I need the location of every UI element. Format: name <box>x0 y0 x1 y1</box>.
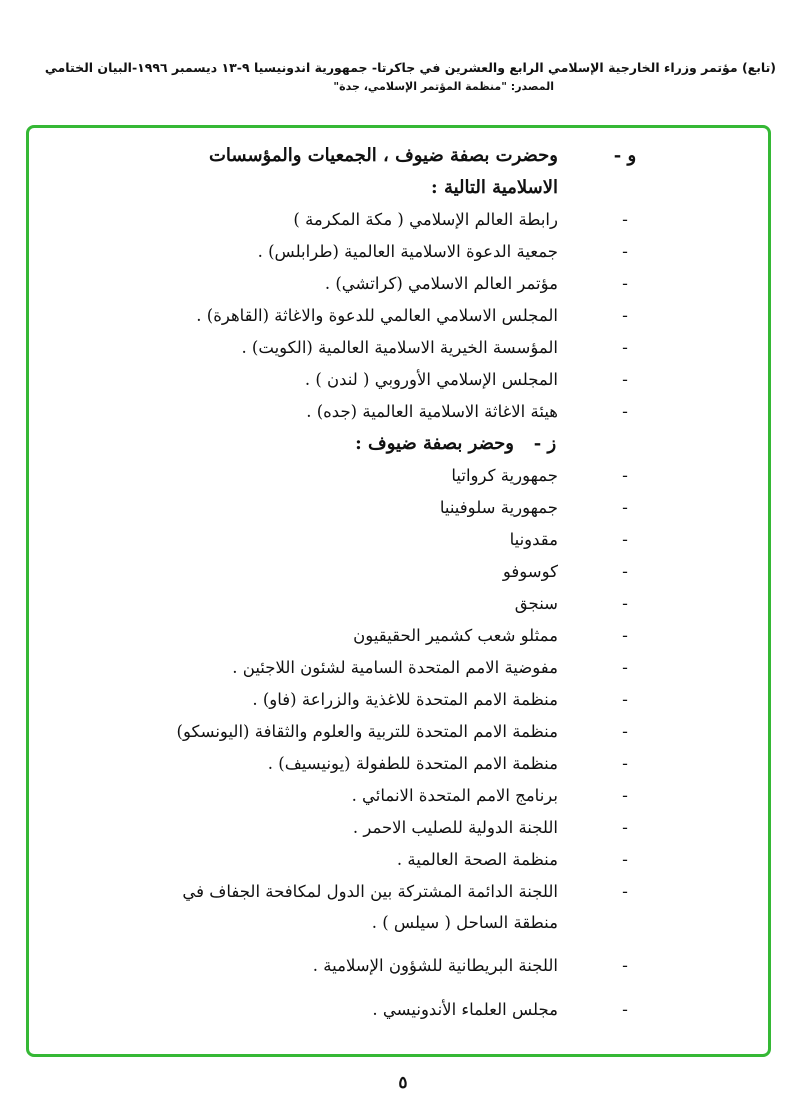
dash-marker: - <box>622 498 628 518</box>
dash-marker: - <box>622 626 628 646</box>
list-item <box>150 812 640 844</box>
list-item <box>150 876 640 938</box>
dash-marker: - <box>622 786 628 806</box>
list-item-text: جمهورية كرواتيا <box>451 466 558 485</box>
dash-marker: - <box>622 956 628 976</box>
list-item <box>150 492 640 524</box>
dash-marker: - <box>622 722 628 742</box>
list-item-text: سنجق <box>514 594 558 613</box>
list-item <box>150 994 640 1026</box>
list-item <box>150 524 640 556</box>
list-item <box>150 396 640 428</box>
list-item <box>150 332 640 364</box>
section-w-heading-line1: وحضرت بصفة ضيوف ، الجمعيات والمؤسسات <box>208 145 558 166</box>
dash-marker: - <box>622 562 628 582</box>
dash-marker: - <box>622 530 628 550</box>
list-item <box>150 268 640 300</box>
list-item-text: هيئة الاغاثة الاسلامية العالمية (جده) . <box>306 402 558 421</box>
list-item-text: منظمة الامم المتحدة للتربية والعلوم والثقافة (اليونسكو) <box>176 722 558 741</box>
list-item-text: مقدونيا <box>509 530 558 549</box>
list-item-text: جمهورية سلوفينيا <box>439 498 558 517</box>
list-item <box>150 950 640 982</box>
list-item <box>150 620 640 652</box>
dash-marker: - <box>622 594 628 614</box>
section-z-heading <box>150 428 640 460</box>
list-item <box>150 236 640 268</box>
page-number: ٥ <box>398 1073 408 1093</box>
list-item-text: اللجنة الدائمة المشتركة بين الدول لمكافحة الجفاف في منطقة الساحل ( سيلس ) . <box>182 882 558 932</box>
dash-marker: - <box>622 658 628 678</box>
list-item-text: منظمة الصحة العالمية . <box>396 850 558 869</box>
list-item <box>150 204 640 236</box>
dash-marker: - <box>622 370 628 390</box>
dash-marker: - <box>622 338 628 358</box>
section-w-heading-cont <box>150 172 640 204</box>
list-item-text: المجلس الاسلامي العالمي للدعوة والاغاثة (القاهرة) . <box>196 306 558 325</box>
dash-marker: - <box>622 466 628 486</box>
list-item-text: المجلس الإسلامي الأوروبي ( لندن ) . <box>304 370 558 389</box>
dash-marker: - <box>622 850 628 870</box>
list-item-text: مؤتمر العالم الاسلامي (كراتشي) . <box>324 274 558 293</box>
dash-marker: - <box>622 1000 628 1020</box>
dash-marker: - <box>622 402 628 422</box>
list-item <box>150 716 640 748</box>
section-w-marker: و - <box>613 145 637 166</box>
document-title: (تابع) مؤتمر وزراء الخارجية الإسلامي الرابع والعشرين في جاكرتا- جمهورية اندونيسيا ٩-١٣ ديسمبر ١٩٩٦-البيان الختامي <box>44 60 776 75</box>
section-z-marker: ز - <box>533 433 557 454</box>
section-w-heading <box>150 140 640 172</box>
list-item <box>150 652 640 684</box>
section-z-heading-text: وحضر بصفة ضيوف : <box>355 433 514 454</box>
list-item-text: كوسوفو <box>502 562 558 581</box>
list-item <box>150 588 640 620</box>
dash-marker: - <box>622 690 628 710</box>
list-item <box>150 684 640 716</box>
dash-marker: - <box>622 242 628 262</box>
dash-marker: - <box>622 306 628 326</box>
list-item-text: مفوضية الامم المتحدة السامية لشئون اللاجئين . <box>232 658 558 677</box>
section-w-heading-line2: الاسلامية التالية : <box>431 177 558 198</box>
list-item-text: جمعية الدعوة الاسلامية العالمية (طرابلس) . <box>257 242 558 261</box>
list-item <box>150 748 640 780</box>
dash-marker: - <box>622 818 628 838</box>
list-item-text: مجلس العلماء الأندونيسي . <box>372 1000 558 1019</box>
list-item-text: اللجنة البريطانية للشؤون الإسلامية . <box>312 956 558 975</box>
dash-marker: - <box>622 210 628 230</box>
document-body <box>150 140 640 1026</box>
list-item-text: منظمة الامم المتحدة للاغذية والزراعة (فاو) . <box>252 690 558 709</box>
list-item-text: رابطة العالم الإسلامي ( مكة المكرمة ) <box>293 210 558 229</box>
list-item <box>150 844 640 876</box>
list-item-text: منظمة الامم المتحدة للطفولة (يونيسيف) . <box>267 754 558 773</box>
list-item <box>150 460 640 492</box>
dash-marker: - <box>622 754 628 774</box>
dash-marker: - <box>622 882 628 902</box>
list-item-text: المؤسسة الخيرية الاسلامية العالمية (الكويت) . <box>241 338 558 357</box>
page-header <box>30 58 776 96</box>
document-source: المصدر: "منظمة المؤتمر الإسلامي، جدة" <box>333 80 554 93</box>
list-item-text: ممثلو شعب كشمير الحقيقيون <box>353 626 558 645</box>
list-item <box>150 364 640 396</box>
list-item-text: برنامج الامم المتحدة الانمائي . <box>351 786 558 805</box>
list-item <box>150 556 640 588</box>
list-item-text: اللجنة الدولية للصليب الاحمر . <box>352 818 558 837</box>
dash-marker: - <box>622 274 628 294</box>
list-item <box>150 780 640 812</box>
list-item <box>150 300 640 332</box>
